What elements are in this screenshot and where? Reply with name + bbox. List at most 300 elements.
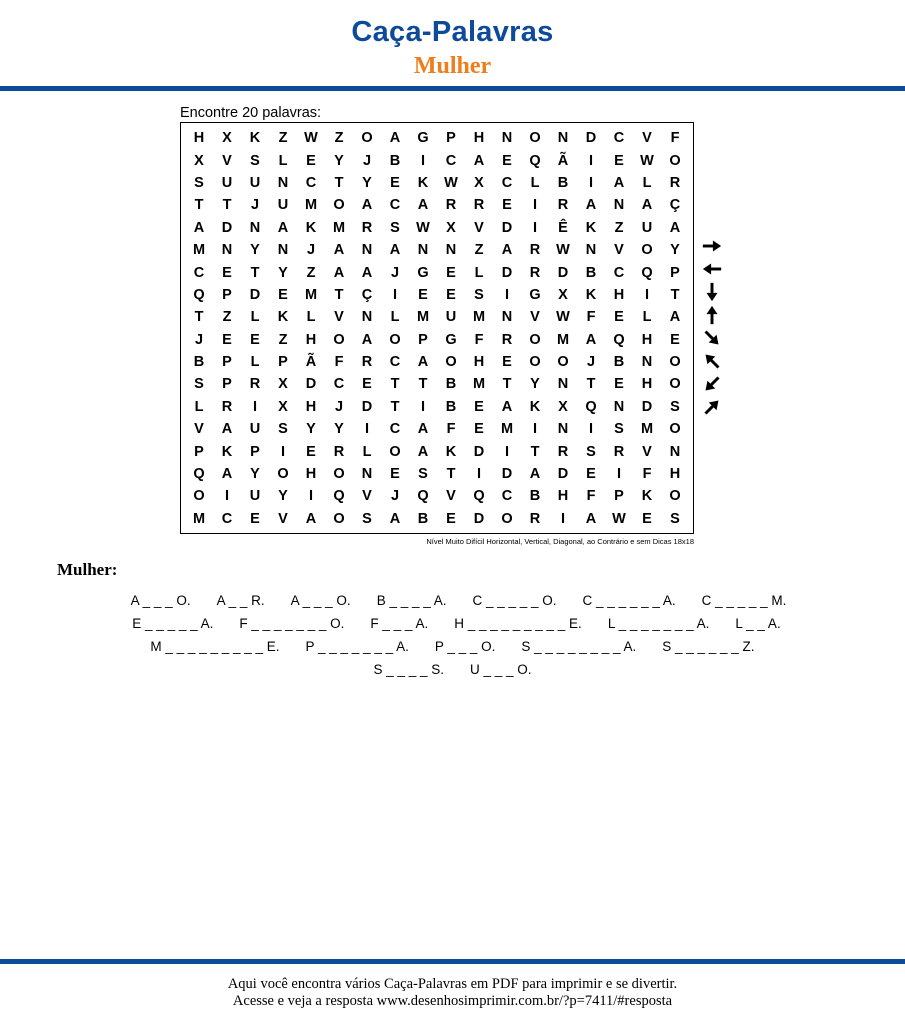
grid-letter: D — [221, 219, 233, 236]
grid-letter: A — [501, 398, 513, 415]
grid-letter: Q — [585, 398, 597, 415]
grid-letter: C — [305, 174, 317, 191]
difficulty-caption: Nível Muito Difícil Horizontal, Vertical, Diagonal, ao Contrário e sem Dicas 18x18 — [426, 537, 694, 546]
grid-letter: P — [278, 354, 288, 371]
grid-letter: P — [614, 488, 624, 505]
grid-letter: I — [392, 286, 398, 303]
grid-letter: Y — [362, 174, 372, 191]
grid-letter: E — [222, 331, 232, 348]
grid-letter: N — [361, 242, 373, 259]
grid-letter: Y — [250, 466, 260, 483]
grid-letter: L — [642, 309, 652, 326]
grid-letter: L — [530, 174, 540, 191]
grid-letter: S — [418, 466, 428, 483]
grid-letter: N — [613, 197, 625, 214]
grid-letter: O — [669, 354, 681, 371]
grid-letter: O — [557, 354, 569, 371]
grid-letter: N — [445, 242, 457, 259]
grid-letter: P — [250, 443, 260, 460]
grid-letter: X — [222, 130, 232, 147]
grid-letter: A — [669, 309, 681, 326]
grid-letter: A — [361, 197, 373, 214]
grid-letter: V — [362, 488, 372, 505]
word-clue: H _ _ _ _ _ _ _ _ _ E. — [454, 616, 582, 631]
down-arrow-icon — [700, 280, 724, 303]
grid-letter: R — [221, 398, 233, 415]
grid-letter: H — [641, 376, 653, 393]
grid-letter: H — [613, 286, 625, 303]
grid-letter: I — [504, 443, 510, 460]
grid-letter: N — [557, 130, 569, 147]
grid-letter: S — [670, 510, 680, 527]
grid-letter: N — [501, 130, 513, 147]
footer-divider — [0, 959, 905, 964]
grid-letter: B — [529, 488, 541, 505]
word-clue: S _ _ _ _ _ _ _ _ A. — [521, 639, 637, 654]
grid-letter: A — [585, 510, 597, 527]
grid-letter: Y — [250, 242, 260, 259]
word-list — [0, 589, 905, 681]
grid-letter: E — [502, 354, 512, 371]
grid-letter: O — [445, 354, 457, 371]
grid-letter: E — [446, 264, 456, 281]
grid-letter: R — [557, 443, 569, 460]
grid-letter: I — [588, 421, 594, 438]
grid-letter: A — [277, 219, 289, 236]
grid-letter: K — [221, 443, 233, 460]
grid-letter: B — [613, 354, 625, 371]
grid-letter: N — [641, 354, 653, 371]
grid-letter: E — [446, 510, 456, 527]
grid-letter: Q — [417, 488, 429, 505]
grid-letter: A — [221, 466, 233, 483]
grid-letter: F — [642, 466, 652, 483]
grid-letter: C — [445, 152, 457, 169]
grid-letter: H — [305, 331, 317, 348]
grid-letter: Ç — [669, 197, 681, 214]
grid-letter: A — [361, 331, 373, 348]
grid-letter: Y — [670, 242, 680, 259]
grid-letter: J — [390, 264, 400, 281]
grid-letter: S — [614, 421, 624, 438]
grid-letter: D — [473, 510, 485, 527]
grid-letter: R — [333, 443, 345, 460]
grid-letter: U — [249, 174, 261, 191]
grid-letter: N — [249, 219, 261, 236]
grid-letter: P — [446, 130, 456, 147]
grid-letter: K — [305, 219, 317, 236]
grid-letter: T — [502, 376, 512, 393]
grid-letter: M — [472, 309, 486, 326]
word-list-line — [0, 612, 905, 635]
grid-letter: M — [472, 376, 486, 393]
grid-letter: V — [446, 488, 456, 505]
grid-letter: T — [334, 286, 344, 303]
grid-letter: K — [585, 286, 597, 303]
grid-letter: T — [670, 286, 680, 303]
grid-letter: I — [308, 488, 314, 505]
grid-letter: X — [278, 376, 288, 393]
grid-letter: G — [417, 130, 429, 147]
grid-letter: N — [417, 242, 429, 259]
grid-letter: U — [221, 174, 233, 191]
grid-letter: O — [529, 354, 541, 371]
grid-letter: O — [193, 488, 205, 505]
grid-letter: A — [361, 264, 373, 281]
grid-letter: P — [194, 443, 204, 460]
grid-letter: Ã — [557, 152, 569, 169]
grid-letter: E — [306, 443, 316, 460]
grid-letter: P — [222, 376, 232, 393]
grid-letter: L — [390, 309, 400, 326]
grid-letter: N — [361, 466, 373, 483]
grid-letter: N — [613, 398, 625, 415]
grid-letter: D — [557, 264, 569, 281]
grid-letter: V — [222, 152, 232, 169]
grid-letter: R — [529, 264, 541, 281]
grid-letter: Y — [530, 376, 540, 393]
word-list-line — [0, 589, 905, 612]
down-left-arrow-icon — [700, 372, 724, 395]
grid-letter: E — [278, 286, 288, 303]
grid-letter: W — [556, 309, 570, 326]
grid-letter: R — [249, 376, 261, 393]
grid-letter: N — [585, 242, 597, 259]
grid-letter: I — [504, 286, 510, 303]
grid-letter: V — [194, 421, 204, 438]
word-clue: P _ _ _ _ _ _ _ A. — [305, 639, 409, 654]
right-arrow-icon — [700, 234, 724, 257]
grid-letter: W — [640, 152, 654, 169]
grid-letter: R — [613, 443, 625, 460]
footer-line-1: Aqui você encontra vários Caça-Palavras em PDF para imprimir e se divertir. — [227, 976, 678, 992]
grid-letter: M — [192, 242, 206, 259]
grid-letter: O — [529, 130, 541, 147]
word-clue: U _ _ _ O. — [470, 662, 532, 677]
grid-letter: X — [474, 174, 484, 191]
grid-letter: B — [585, 264, 597, 281]
grid-letter: L — [250, 309, 260, 326]
grid-letter: O — [389, 443, 401, 460]
grid-letter: X — [194, 152, 204, 169]
grid-letter: W — [304, 130, 318, 147]
word-list-line — [0, 658, 905, 681]
grid-letter: E — [502, 197, 512, 214]
grid-letter: I — [532, 197, 538, 214]
puzzle-instruction: Encontre 20 palavras: — [180, 105, 322, 121]
word-search-frame — [180, 122, 694, 534]
grid-letter: O — [529, 331, 541, 348]
grid-letter: F — [586, 488, 596, 505]
grid-letter: S — [194, 376, 204, 393]
grid-letter: C — [333, 376, 345, 393]
grid-letter: N — [557, 421, 569, 438]
grid-letter: V — [614, 242, 624, 259]
grid-letter: A — [529, 466, 541, 483]
grid-letter: J — [334, 398, 344, 415]
grid-letter: E — [446, 286, 456, 303]
grid-letter: I — [252, 398, 258, 415]
grid-letter: Q — [613, 331, 625, 348]
grid-letter: T — [222, 197, 232, 214]
grid-letter: K — [417, 174, 429, 191]
word-clue: A _ _ _ O. — [130, 593, 191, 608]
grid-letter: R — [473, 197, 485, 214]
grid-letter: J — [194, 331, 204, 348]
grid-letter: B — [417, 510, 429, 527]
grid-letter: L — [474, 264, 484, 281]
grid-letter: F — [670, 130, 680, 147]
grid-letter: V — [278, 510, 288, 527]
grid-letter: O — [669, 376, 681, 393]
grid-letter: E — [474, 398, 484, 415]
grid-letter: B — [389, 152, 401, 169]
grid-letter: V — [474, 219, 484, 236]
grid-letter: B — [193, 354, 205, 371]
grid-letter: O — [361, 130, 373, 147]
grid-letter: H — [641, 331, 653, 348]
grid-letter: Q — [473, 488, 485, 505]
grid-letter: V — [642, 443, 652, 460]
grid-letter: M — [556, 331, 570, 348]
grid-letter: K — [585, 219, 597, 236]
grid-letter: L — [306, 309, 316, 326]
grid-letter: C — [501, 174, 513, 191]
grid-letter: E — [670, 331, 680, 348]
grid-letter: L — [250, 354, 260, 371]
grid-letter: W — [612, 510, 626, 527]
grid-letter: Z — [222, 309, 232, 326]
grid-letter: S — [474, 286, 484, 303]
grid-letter: E — [306, 152, 316, 169]
grid-letter: V — [530, 309, 540, 326]
grid-letter: R — [557, 197, 569, 214]
grid-letter: B — [445, 376, 457, 393]
grid-letter: H — [473, 354, 485, 371]
header-divider — [0, 86, 905, 91]
grid-letter: Z — [614, 219, 624, 236]
grid-letter: H — [193, 130, 205, 147]
word-clue: C _ _ _ _ _ M. — [701, 593, 787, 608]
grid-letter: T — [250, 264, 260, 281]
grid-letter: X — [558, 286, 568, 303]
grid-letter: D — [557, 466, 569, 483]
grid-letter: A — [333, 242, 345, 259]
grid-letter: L — [362, 443, 372, 460]
up-left-arrow-icon — [700, 349, 724, 372]
grid-letter: T — [586, 376, 596, 393]
grid-letter: D — [305, 376, 317, 393]
grid-letter: N — [557, 376, 569, 393]
grid-letter: C — [501, 488, 513, 505]
grid-letter: O — [669, 152, 681, 169]
grid-letter: L — [642, 174, 652, 191]
grid-letter: R — [669, 174, 681, 191]
word-clue: P _ _ _ O. — [434, 639, 496, 654]
grid-letter: P — [222, 286, 232, 303]
grid-letter: Y — [306, 421, 316, 438]
grid-letter: I — [532, 421, 538, 438]
grid-letter: M — [332, 219, 346, 236]
grid-letter: A — [389, 130, 401, 147]
grid-letter: U — [641, 219, 653, 236]
grid-letter: I — [588, 152, 594, 169]
grid-letter: M — [416, 309, 430, 326]
grid-letter: R — [361, 219, 373, 236]
grid-letter: D — [361, 398, 373, 415]
up-right-arrow-icon — [700, 395, 724, 418]
grid-letter: U — [249, 421, 261, 438]
word-clue: S _ _ _ _ _ _ Z. — [662, 639, 755, 654]
grid-letter: J — [586, 354, 596, 371]
grid-letter: Ç — [361, 286, 373, 303]
grid-letter: R — [445, 197, 457, 214]
grid-letter: O — [333, 331, 345, 348]
grid-letter: X — [446, 219, 456, 236]
grid-letter: A — [417, 197, 429, 214]
grid-letter: S — [250, 152, 260, 169]
word-clue: L _ _ A. — [735, 616, 781, 631]
grid-letter: G — [445, 331, 457, 348]
word-clue: A _ _ R. — [216, 593, 265, 608]
grid-letter: A — [613, 174, 625, 191]
word-clue: M _ _ _ _ _ _ _ _ _ E. — [150, 639, 280, 654]
word-clue: F _ _ _ _ _ _ _ O. — [239, 616, 345, 631]
grid-letter: M — [304, 197, 318, 214]
grid-letter: I — [420, 398, 426, 415]
grid-letter: M — [304, 286, 318, 303]
grid-letter: P — [222, 354, 232, 371]
grid-letter: K — [641, 488, 653, 505]
grid-letter: I — [224, 488, 230, 505]
grid-letter: E — [222, 264, 232, 281]
grid-letter: M — [640, 421, 654, 438]
grid-letter: E — [418, 286, 428, 303]
grid-letter: C — [389, 197, 401, 214]
grid-letter: Z — [278, 331, 288, 348]
grid-letter: O — [669, 488, 681, 505]
grid-letter: I — [616, 466, 622, 483]
grid-letter: K — [445, 443, 457, 460]
grid-letter: E — [362, 376, 372, 393]
grid-letter: Q — [193, 466, 205, 483]
grid-letter: J — [390, 488, 400, 505]
grid-letter: I — [280, 443, 286, 460]
grid-letter: E — [250, 510, 260, 527]
grid-letter: K — [277, 309, 289, 326]
grid-letter: G — [417, 264, 429, 281]
grid-letter: F — [586, 309, 596, 326]
grid-letter: D — [501, 466, 513, 483]
grid-letter: K — [529, 398, 541, 415]
word-clue: L _ _ _ _ _ _ _ A. — [607, 616, 710, 631]
grid-letter: A — [669, 219, 681, 236]
grid-letter: V — [334, 309, 344, 326]
grid-letter: H — [557, 488, 569, 505]
grid-letter: C — [389, 354, 401, 371]
grid-letter: E — [502, 152, 512, 169]
grid-letter: N — [277, 174, 289, 191]
grid-letter: D — [473, 443, 485, 460]
grid-letter: Y — [334, 421, 344, 438]
grid-letter: R — [361, 354, 373, 371]
word-clue: E _ _ _ _ _ A. — [132, 616, 214, 631]
grid-letter: K — [249, 130, 261, 147]
grid-letter: Y — [334, 152, 344, 169]
grid-letter: G — [529, 286, 541, 303]
word-clue: A _ _ _ O. — [290, 593, 351, 608]
grid-letter: T — [390, 376, 400, 393]
grid-letter: A — [333, 264, 345, 281]
word-clue: C _ _ _ _ _ O. — [472, 593, 557, 608]
grid-letter: Z — [334, 130, 344, 147]
grid-letter: I — [476, 466, 482, 483]
grid-letter: Ê — [558, 219, 568, 236]
grid-letter: O — [277, 466, 289, 483]
grid-letter: H — [305, 466, 317, 483]
grid-letter: A — [501, 242, 513, 259]
grid-letter: W — [444, 174, 458, 191]
left-arrow-icon — [700, 257, 724, 280]
grid-letter: D — [585, 130, 597, 147]
grid-letter: Y — [278, 264, 288, 281]
grid-letter: Y — [278, 488, 288, 505]
grid-letter: A — [417, 421, 429, 438]
grid-letter: C — [613, 130, 625, 147]
grid-letter: T — [334, 174, 344, 191]
grid-letter: F — [446, 421, 456, 438]
grid-letter: E — [390, 466, 400, 483]
grid-letter: Z — [306, 264, 316, 281]
grid-letter: O — [389, 331, 401, 348]
word-list-line — [0, 635, 905, 658]
word-clue: B _ _ _ _ A. — [376, 593, 447, 608]
grid-letter: M — [500, 421, 514, 438]
grid-letter: U — [249, 488, 261, 505]
grid-letter: S — [390, 219, 400, 236]
page-title: Caça-Palavras — [351, 16, 554, 48]
grid-letter: M — [192, 510, 206, 527]
grid-letter: E — [614, 376, 624, 393]
grid-letter: H — [669, 466, 681, 483]
grid-letter: D — [641, 398, 653, 415]
grid-letter: Q — [333, 488, 345, 505]
grid-letter: N — [221, 242, 233, 259]
grid-letter: O — [333, 510, 345, 527]
grid-letter: L — [278, 152, 288, 169]
grid-letter: D — [501, 264, 513, 281]
grid-letter: T — [530, 443, 540, 460]
grid-letter: Q — [529, 152, 541, 169]
grid-letter: J — [306, 242, 316, 259]
grid-letter: E — [642, 510, 652, 527]
grid-letter: O — [669, 421, 681, 438]
footer — [0, 976, 905, 1010]
grid-letter: A — [585, 197, 597, 214]
grid-letter: U — [445, 309, 457, 326]
grid-letter: F — [334, 354, 344, 371]
grid-letter: A — [417, 443, 429, 460]
grid-letter: R — [529, 510, 541, 527]
grid-letter: A — [641, 197, 653, 214]
grid-letter: I — [420, 152, 426, 169]
grid-letter: N — [669, 443, 681, 460]
grid-letter: A — [473, 152, 485, 169]
grid-letter: T — [194, 197, 204, 214]
grid-letter: S — [670, 398, 680, 415]
page-subtitle: Mulher — [413, 53, 492, 79]
grid-letter: O — [501, 510, 513, 527]
